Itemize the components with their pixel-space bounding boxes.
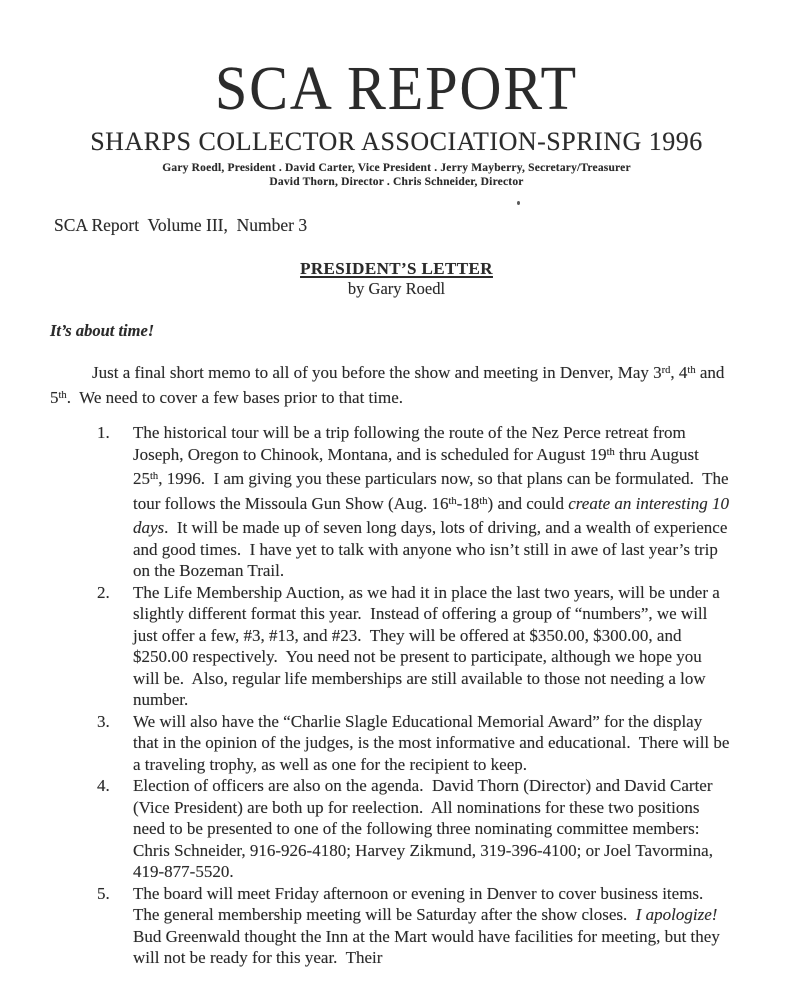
- list-item: [97, 422, 734, 582]
- list-item-number: 3.: [97, 711, 110, 731]
- list-item-text: The historical tour will be a trip following the route of the Nez Perce retreat from Joseph, Oregon to Chinook, Montana, and is scheduled for August 19th thru August 25th, 1996. I am giving you these particulars now, so that plans can be formulated. The tour follows the Missoula Gun Show (Aug. 16th-18th) and could create an interesting 10 days. It will be made up of seven long days, lots of driving, and a wealth of experience and good times. I have yet to talk with anyone who isn’t still in awe of last year’s trip on the Bozeman Trail.: [133, 423, 734, 580]
- letter-opening: It’s about time!: [50, 321, 155, 340]
- newsletter-subtitle: SHARPS COLLECTOR ASSOCIATION-SPRING 1996: [90, 127, 703, 156]
- newsletter-title: SCA REPORT: [214, 52, 578, 124]
- list-item-number: 5.: [97, 883, 110, 903]
- list-item-number: 4.: [97, 776, 110, 795]
- list-item: [97, 775, 730, 883]
- list-item-number: 2.: [97, 582, 110, 602]
- letter-body: [50, 321, 734, 969]
- list-item-text: Election of officers are also on the agenda. David Thorn (Director) and David Carter (Vice President) are both up for reelection. All nominations for these two positions need to be presented to one of the following three nominating committee members: Chris Schneider, 916-926-4180; Harvey Zikmund, 319-396-4100; or Joel Tavormina, 419-877-5520.: [133, 776, 718, 881]
- stray-dot-artifact: [517, 201, 520, 205]
- list-item: [97, 711, 734, 776]
- masthead: [0, 0, 793, 189]
- agenda-list: [50, 422, 734, 969]
- letter-byline: by Gary Roedl: [347, 279, 446, 298]
- list-item-text: The board will meet Friday afternoon or evening in Denver to cover business items. The general membership meeting will be Saturday after the show closes. I apologize! Bud Greenwald thought the Inn at the Mart would have facilities for meeting, but they will not be ready for this year. Their: [133, 883, 731, 967]
- list-item-number: 1.: [97, 423, 110, 442]
- intro-paragraph: Just a final short memo to all of you before the show and meeting in Denver, May 3rd, 4th and 5th. We need to cover a few bases prior to that time.: [50, 363, 729, 407]
- officers-line-1: Gary Roedl, President . David Carter, Vice President . Jerry Mayberry, Secretary/Treasurer: [162, 162, 631, 174]
- list-item: [97, 582, 730, 711]
- letter-heading: PRESIDENT’S LETTER: [300, 259, 493, 278]
- list-item-text: The Life Membership Auction, as we had it in place the last two years, will be under a slightly different format this year. Instead of offering a group of “numbers”, we will just offer a few, #3, #13, and #23. They will be offered at $350.00, $300.00, and $250.00 respectively. You need not be present to participate, although we hope you will be. Also, regular life memberships are still available to those not needing a low number.: [133, 582, 725, 709]
- letter-heading-block: [0, 259, 793, 299]
- list-item: [97, 883, 730, 969]
- officers-line-2: David Thorn, Director . Chris Schneider, Director: [269, 176, 524, 188]
- list-item-text: We will also have the “Charlie Slagle Educational Memorial Award” for the display that in the opinion of the judges, is the most informative and educational. There will be a traveling trophy, as well as one for the recipient to keep.: [133, 711, 734, 774]
- issue-line: SCA Report Volume III, Number 3: [54, 215, 308, 235]
